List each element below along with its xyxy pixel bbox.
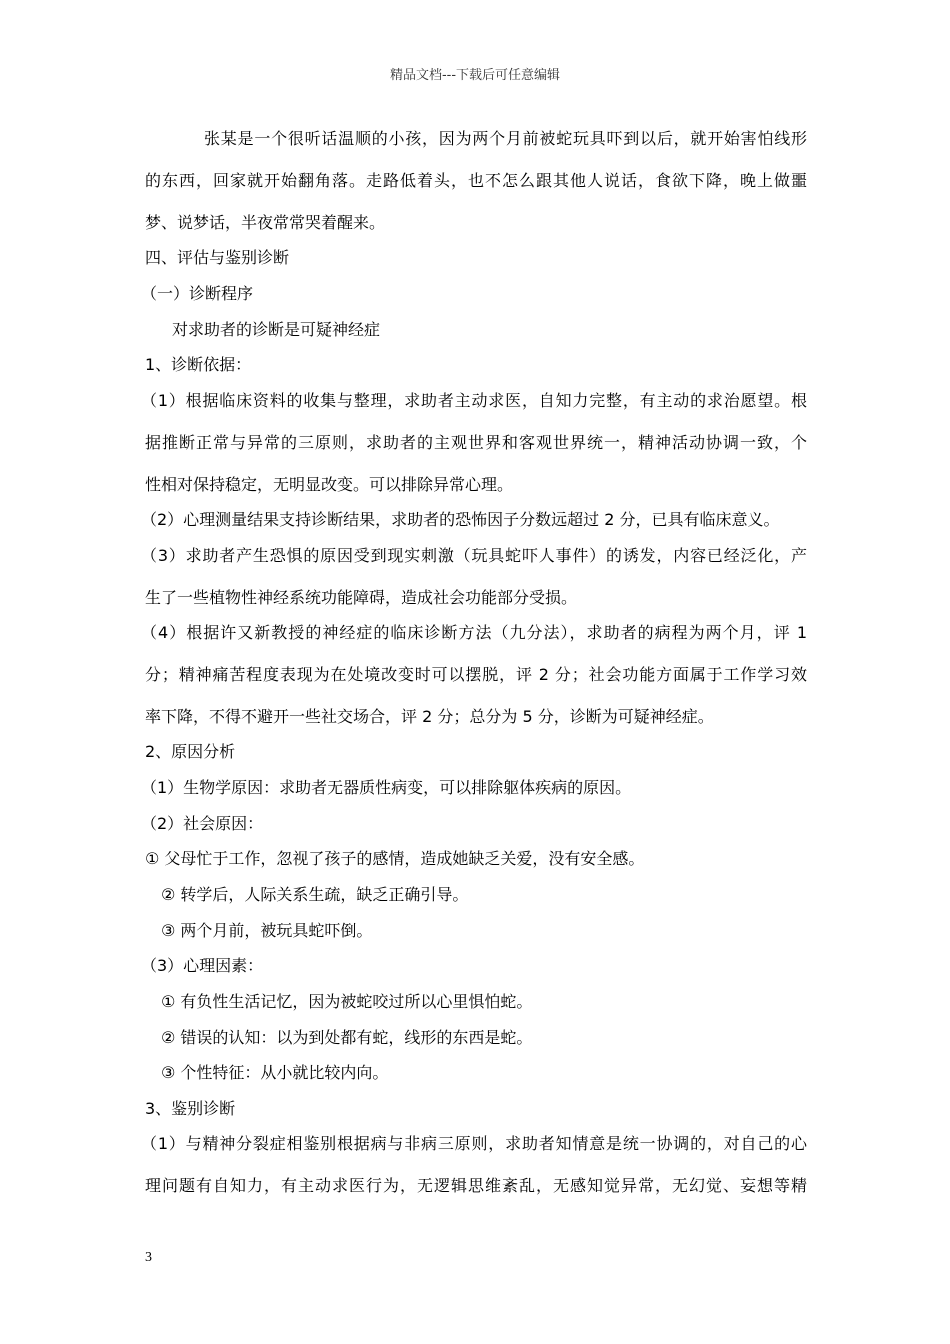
list-item: ② 转学后，人际关系生疏，缺乏正确引导。 — [161, 885, 469, 904]
numbered-heading: 3、鉴别诊断 — [145, 1099, 236, 1118]
subsection-heading: （一）诊断程序 — [141, 284, 254, 303]
paragraph-line: （1）与精神分裂症相鉴别根据病与非病三原则，求助者知情意是统一协调的，对自己的心 — [141, 1134, 807, 1153]
paragraph-line: 对求助者的诊断是可疑神经症 — [172, 320, 381, 339]
list-item: ① 有负性生活记忆，因为被蛇咬过所以心里惧怕蛇。 — [161, 992, 533, 1011]
paragraph-line: 的东西，回家就开始翻角落。走路低着头，也不怎么跟其他人说话，食欲下降，晚上做噩 — [145, 171, 807, 190]
paragraph-line: （2）心理测量结果支持诊断结果，求助者的恐怖因子分数远超过 2 分，已具有临床意义。 — [141, 510, 780, 529]
paragraph-line: 生了一些植物性神经系统功能障碍，造成社会功能部分受损。 — [145, 588, 578, 607]
paragraph-line: 分；精神痛苦程度表现为在处境改变时可以摆脱，评 2 分；社会功能方面属于工作学习效 — [145, 665, 807, 684]
list-item: ③ 个性特征：从小就比较内向。 — [161, 1063, 389, 1082]
paragraph-line: （2）社会原因： — [141, 814, 264, 833]
paragraph-line: （4）根据许又新教授的神经症的临床诊断方法（九分法），求助者的病程为两个月，评 1 — [141, 623, 807, 642]
paragraph-line: 性相对保持稳定，无明显改变。可以排除异常心理。 — [145, 475, 514, 494]
numbered-heading: 2、原因分析 — [145, 742, 236, 761]
list-item: ① 父母忙于工作，忽视了孩子的感情，造成她缺乏关爱，没有安全感。 — [145, 849, 645, 868]
numbered-heading: 1、诊断依据： — [145, 355, 252, 374]
paragraph-line: 理问题有自知力，有主动求医行为，无逻辑思维紊乱，无感知觉异常，无幻觉、妄想等精 — [145, 1176, 807, 1195]
page-number: 3 — [145, 1250, 152, 1265]
paragraph-line: 张某是一个很听话温顺的小孩，因为两个月前被蛇玩具吓到以后，就开始害怕线形 — [204, 129, 807, 148]
document-header: 精品文档---下载后可任意编辑 — [389, 68, 561, 83]
paragraph-line: 梦、说梦话，半夜常常哭着醒来。 — [145, 213, 386, 232]
paragraph-line: （3）心理因素： — [141, 956, 264, 975]
list-item: ③ 两个月前，被玩具蛇吓倒。 — [161, 921, 373, 940]
paragraph-line: 率下降，不得不避开一些社交场合，评 2 分；总分为 5 分，诊断为可疑神经症。 — [145, 707, 714, 726]
paragraph-line: （3）求助者产生恐惧的原因受到现实刺激（玩具蛇吓人事件）的诱发，内容已经泛化，产 — [141, 546, 807, 565]
paragraph-line: （1）生物学原因：求助者无器质性病变，可以排除躯体疾病的原因。 — [141, 778, 632, 797]
section-heading: 四、评估与鉴别诊断 — [145, 248, 290, 267]
paragraph-line: 据推断正常与异常的三原则，求助者的主观世界和客观世界统一，精神活动协调一致，个 — [145, 433, 807, 452]
list-item: ② 错误的认知：以为到处都有蛇，线形的东西是蛇。 — [161, 1028, 533, 1047]
paragraph-line: （1）根据临床资料的收集与整理，求助者主动求医，自知力完整，有主动的求治愿望。根 — [141, 391, 807, 410]
